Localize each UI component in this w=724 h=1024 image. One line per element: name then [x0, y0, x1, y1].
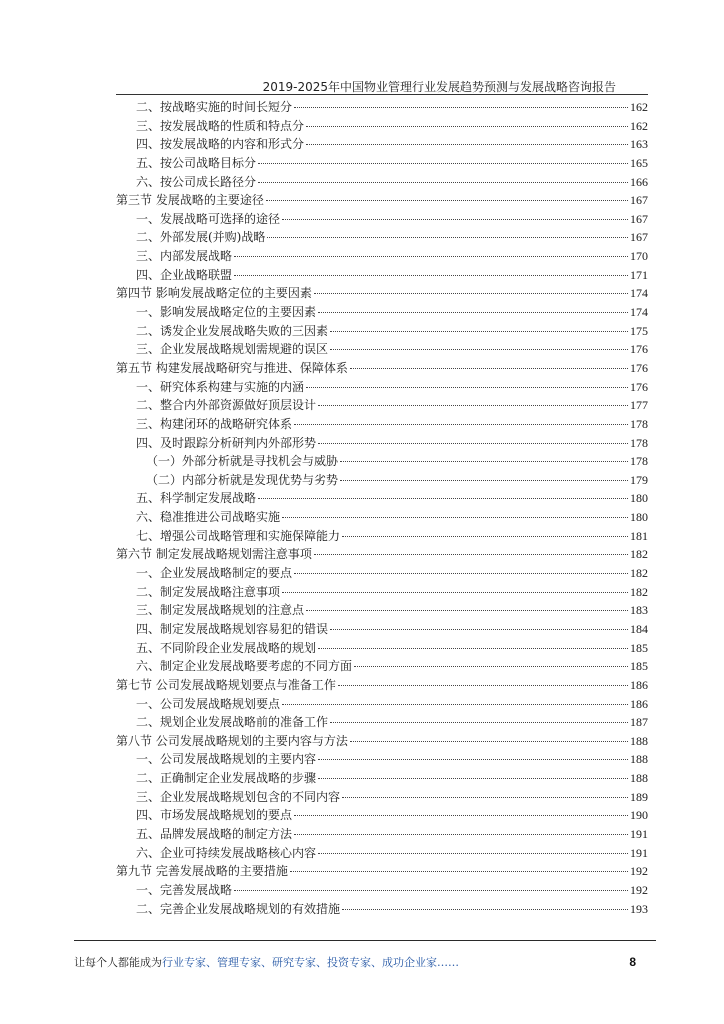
toc-dot-leader [294, 573, 628, 574]
toc-section-entry[interactable] [116, 191, 648, 210]
toc-entry[interactable] [116, 434, 648, 453]
toc-entry-page: 187 [630, 715, 648, 730]
toc-entry[interactable] [116, 135, 648, 154]
toc-entry-page: 186 [630, 696, 648, 711]
toc-entry[interactable] [116, 564, 648, 583]
toc-entry[interactable] [116, 769, 648, 788]
toc-entry[interactable] [116, 378, 648, 397]
toc-dot-leader [258, 498, 628, 499]
toc-entry-page: 178 [630, 435, 648, 450]
toc-entry-label: 第七节 公司发展战略规划要点与准备工作 [116, 677, 336, 692]
toc-entry-label: 一、公司发展战略规划的主要内容 [136, 752, 317, 767]
toc-entry[interactable] [116, 247, 648, 266]
toc-entry-label: 三、制定发展战略规划的注意点 [136, 603, 305, 618]
toc-entry-page: 162 [630, 118, 648, 133]
page-header-title: 2019-2025年中国物业管理行业发展趋势预测与发展战略咨询报告 [262, 80, 616, 94]
toc-dot-leader [306, 610, 628, 611]
toc-entry-page: 176 [630, 342, 648, 357]
toc-entry-label: 一、公司发展战略规划要点 [136, 696, 281, 711]
toc-entry[interactable] [116, 788, 648, 807]
toc-entry-label: 二、按战略实施的时间长短分 [136, 100, 293, 114]
toc-dot-leader [267, 237, 628, 238]
toc-entry-label: 五、品牌发展战略的制定方法 [136, 826, 293, 841]
toc-entry-label: 三、构建闭环的战略研究体系 [136, 416, 293, 431]
toc-dot-leader [318, 778, 628, 779]
toc-dot-leader [234, 256, 628, 257]
toc-entry-label: 一、影响发展战略定位的主要因素 [136, 305, 317, 320]
toc-section-entry[interactable] [116, 359, 648, 378]
toc-entry[interactable] [116, 620, 648, 639]
toc-entry-page: 183 [630, 603, 648, 618]
toc-entry-label: 第五节 构建发展战略研究与推进、保障体系 [116, 360, 348, 375]
table-of-contents [116, 98, 648, 918]
toc-entry-label: 七、增强公司战略管理和实施保障能力 [136, 528, 341, 543]
toc-entry-page: 170 [630, 249, 648, 264]
toc-entry[interactable] [116, 303, 648, 322]
toc-entry-page: 193 [630, 901, 648, 916]
toc-entry-page: 192 [630, 864, 648, 879]
toc-entry-label: 四、企业战略联盟 [136, 267, 233, 282]
toc-section-entry[interactable] [116, 676, 648, 695]
toc-entry-page: 189 [630, 789, 648, 804]
toc-dot-leader [234, 275, 628, 276]
toc-dot-leader [294, 815, 628, 816]
toc-dot-leader [350, 741, 628, 742]
toc-entry-label: 二、规划企业发展战略前的准备工作 [136, 715, 329, 730]
toc-entry-page: 167 [630, 211, 648, 226]
toc-entry-page: 188 [630, 771, 648, 786]
toc-entry[interactable] [116, 900, 648, 919]
toc-dot-leader [340, 461, 628, 462]
footer-slogan-prefix: 让每个人都能成为 [74, 956, 162, 969]
toc-entry-label: 二、诱发企业发展战略失败的三因素 [136, 323, 329, 338]
toc-entry-page: 192 [630, 882, 648, 897]
toc-dot-leader [350, 368, 628, 369]
toc-entry-label: 第三节 发展战略的主要途径 [116, 193, 264, 208]
toc-entry-page: 182 [630, 566, 648, 581]
toc-dot-leader [318, 648, 628, 649]
toc-entry-label: 第八节 公司发展战略规划的主要内容与方法 [116, 733, 348, 748]
toc-section-entry[interactable] [116, 545, 648, 564]
toc-entry-page: 176 [630, 379, 648, 394]
toc-entry-label: 四、市场发展战略规划的要点 [136, 808, 293, 823]
toc-dot-leader [354, 666, 628, 667]
toc-entry-label: 一、完善发展战略 [136, 882, 233, 897]
toc-entry-page: 163 [630, 137, 648, 152]
toc-entry-label: 二、完善企业发展战略规划的有效措施 [136, 901, 341, 916]
toc-entry-label: 五、科学制定发展战略 [136, 491, 257, 506]
header-rule [116, 94, 648, 95]
toc-entry[interactable] [116, 583, 648, 602]
toc-entry-page: 186 [630, 677, 648, 692]
toc-dot-leader [314, 293, 628, 294]
toc-entry[interactable] [116, 154, 648, 173]
toc-dot-leader [282, 517, 628, 518]
toc-entry[interactable] [116, 713, 648, 732]
toc-dot-leader [318, 853, 628, 854]
toc-dot-leader [314, 554, 628, 555]
toc-entry[interactable] [116, 881, 648, 900]
toc-entry-page: 166 [630, 174, 648, 189]
toc-entry-label: 三、内部发展战略 [136, 249, 233, 264]
toc-entry[interactable] [116, 695, 648, 714]
toc-dot-leader [294, 424, 628, 425]
toc-entry-label: 二、正确制定企业发展战略的步骤 [136, 771, 317, 786]
toc-dot-leader [330, 349, 628, 350]
toc-dot-leader [318, 759, 628, 760]
toc-dot-leader [294, 834, 628, 835]
toc-dot-leader [258, 163, 628, 164]
toc-entry[interactable] [116, 471, 648, 490]
toc-entry-label: 六、按公司成长路径分 [136, 174, 257, 189]
toc-entry[interactable] [116, 210, 648, 229]
footer-slogan-roles: 行业专家、管理专家、研究专家、投资专家、成功企业家…… [162, 956, 459, 969]
toc-entry-page: 178 [630, 454, 648, 469]
toc-entry-page: 182 [630, 584, 648, 599]
toc-entry[interactable] [116, 657, 648, 676]
toc-entry-label: 第四节 影响发展战略定位的主要因素 [116, 286, 312, 301]
toc-entry[interactable] [116, 322, 648, 341]
toc-dot-leader [342, 909, 628, 910]
toc-entry-page: 185 [630, 640, 648, 655]
toc-dot-leader [330, 722, 628, 723]
toc-entry[interactable] [116, 825, 648, 844]
toc-entry-page: 174 [630, 305, 648, 320]
toc-entry-page: 191 [630, 826, 648, 841]
toc-dot-leader [306, 387, 628, 388]
toc-dot-leader [340, 480, 628, 481]
toc-entry-label: 四、制定发展战略规划容易犯的错误 [136, 621, 329, 636]
toc-entry[interactable] [116, 806, 648, 825]
toc-entry-page: 162 [630, 100, 648, 114]
toc-dot-leader [290, 871, 628, 872]
toc-dot-leader [330, 629, 628, 630]
toc-entry-page: 175 [630, 323, 648, 338]
toc-entry-page: 167 [630, 193, 648, 208]
toc-entry-label: 五、不同阶段企业发展战略的规划 [136, 640, 317, 655]
toc-entry-page: 179 [630, 472, 648, 487]
toc-entry[interactable] [116, 266, 648, 285]
toc-entry-page: 171 [630, 267, 648, 282]
toc-entry-label: 第六节 制定发展战略规划需注意事项 [116, 547, 312, 562]
toc-entry[interactable] [116, 844, 648, 863]
toc-dot-leader [330, 331, 628, 332]
page-footer [74, 954, 656, 970]
toc-entry-page: 174 [630, 286, 648, 301]
toc-dot-leader [306, 126, 628, 127]
toc-dot-leader [266, 200, 628, 201]
toc-entry-page: 188 [630, 752, 648, 767]
toc-entry-label: 三、企业发展战略规划包含的不同内容 [136, 789, 341, 804]
toc-entry[interactable] [116, 527, 648, 546]
toc-entry[interactable] [116, 452, 648, 471]
toc-entry-label: 一、研究体系构建与实施的内涵 [136, 379, 305, 394]
toc-entry-label: 四、按发展战略的内容和形式分 [136, 137, 305, 152]
toc-entry-page: 167 [630, 230, 648, 245]
toc-dot-leader [282, 592, 628, 593]
toc-dot-leader [258, 182, 628, 183]
toc-entry[interactable] [116, 396, 648, 415]
toc-section-entry[interactable] [116, 732, 648, 751]
toc-entry-page: 176 [630, 360, 648, 375]
toc-dot-leader [318, 443, 628, 444]
toc-dot-leader [342, 797, 628, 798]
toc-entry[interactable] [116, 639, 648, 658]
toc-entry[interactable] [116, 750, 648, 769]
toc-entry-label: 一、发展战略可选择的途径 [136, 211, 281, 226]
toc-entry-page: 190 [630, 808, 648, 823]
toc-entry[interactable] [116, 228, 648, 247]
toc-entry-page: 165 [630, 155, 648, 170]
toc-entry-label: 二、外部发展(并购)战略 [136, 230, 266, 245]
toc-dot-leader [294, 107, 628, 108]
toc-dot-leader [282, 219, 628, 220]
toc-entry-label: （二）内部分析就是发现优势与劣势 [146, 472, 339, 487]
toc-entry-label: （一）外部分析就是寻找机会与威胁 [146, 454, 339, 469]
toc-entry-label: 第九节 完善发展战略的主要措施 [116, 864, 288, 879]
toc-entry-label: 六、企业可持续发展战略核心内容 [136, 845, 317, 860]
toc-dot-leader [342, 536, 628, 537]
toc-entry-page: 188 [630, 733, 648, 748]
toc-entry[interactable] [116, 173, 648, 192]
toc-entry-page: 191 [630, 845, 648, 860]
toc-section-entry[interactable] [116, 862, 648, 881]
toc-entry-label: 三、按发展战略的性质和特点分 [136, 118, 305, 133]
toc-entry-page: 180 [630, 491, 648, 506]
toc-entry-label: 五、按公司战略目标分 [136, 155, 257, 170]
toc-entry[interactable] [116, 415, 648, 434]
toc-dot-leader [306, 144, 628, 145]
toc-entry-label: 一、企业发展战略制定的要点 [136, 566, 293, 581]
toc-entry[interactable] [116, 117, 648, 136]
toc-entry-page: 181 [630, 528, 648, 543]
toc-entry[interactable] [116, 98, 648, 117]
toc-entry-label: 四、及时跟踪分析研判内外部形势 [136, 435, 317, 450]
toc-entry[interactable] [116, 489, 648, 508]
toc-dot-leader [234, 890, 628, 891]
toc-entry-page: 180 [630, 510, 648, 525]
toc-dot-leader [318, 405, 628, 406]
toc-entry-page: 184 [630, 621, 648, 636]
toc-entry[interactable] [116, 340, 648, 359]
toc-entry-label: 二、整合内外部资源做好顶层设计 [136, 398, 317, 413]
toc-entry-label: 三、企业发展战略规划需规避的误区 [136, 342, 329, 357]
toc-dot-leader [282, 704, 628, 705]
toc-entry-label: 六、稳准推进公司战略实施 [136, 510, 281, 525]
toc-entry-label: 二、制定发展战略注意事项 [136, 584, 281, 599]
toc-entry[interactable] [116, 601, 648, 620]
toc-section-entry[interactable] [116, 284, 648, 303]
page-number: 8 [629, 955, 636, 969]
toc-entry-page: 185 [630, 659, 648, 674]
toc-entry-page: 177 [630, 398, 648, 413]
toc-dot-leader [318, 312, 628, 313]
toc-dot-leader [338, 685, 628, 686]
footer-rule [74, 940, 656, 941]
toc-entry-page: 182 [630, 547, 648, 562]
toc-entry-label: 六、制定企业发展战略要考虑的不同方面 [136, 659, 353, 674]
toc-entry[interactable] [116, 508, 648, 527]
toc-entry-page: 178 [630, 416, 648, 431]
